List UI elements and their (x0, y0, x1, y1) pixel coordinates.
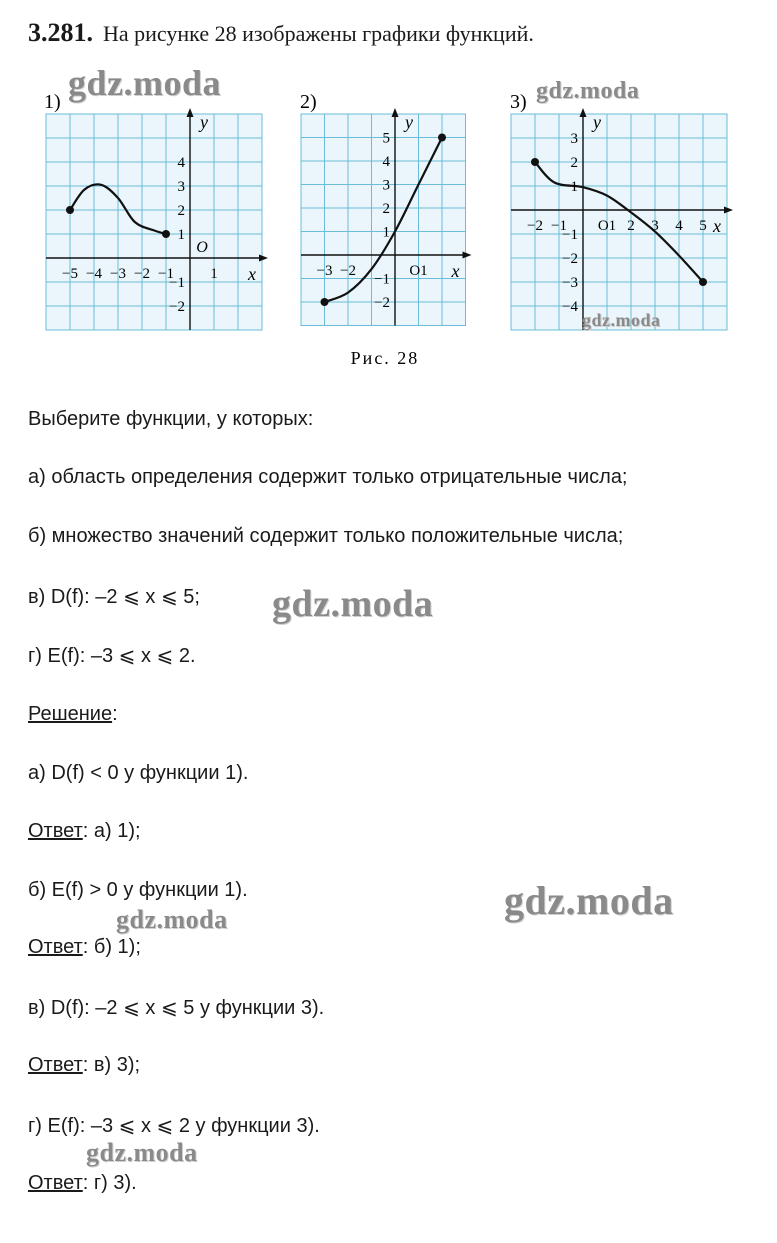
curve-endpoint (321, 298, 329, 306)
graph-2-y-tick: 2 (382, 201, 390, 217)
curve-endpoint (66, 206, 74, 214)
graph-3-y-tick: −3 (562, 275, 578, 291)
graph-3-x-tick: −1 (551, 218, 567, 234)
solution-b: б) E(f) > 0 у функции 1). (28, 879, 248, 901)
x-axis-arrow (259, 255, 268, 262)
watermark: gdz.moda (272, 583, 434, 625)
watermark: gdz.moda (116, 905, 228, 934)
graph-1-origin-label: O (196, 239, 208, 256)
graph-1-y-tick: 1 (177, 227, 185, 243)
graph-3-x-tick: 3 (651, 218, 659, 234)
graph-1-y-tick: 4 (177, 155, 185, 171)
graph-1-y-tick: −2 (169, 299, 185, 315)
x-axis-arrow (724, 207, 733, 214)
problem-number: 3.281. (28, 18, 93, 47)
graph-3-x-tick: −2 (527, 218, 543, 234)
graphs-svg (0, 78, 777, 378)
solution-heading-colon: : (112, 703, 118, 725)
graph-1-x-axis-label: x (248, 264, 256, 284)
curve-endpoint (531, 158, 539, 166)
answer-c-value: : в) 3); (82, 1054, 141, 1076)
graph-2-x-axis-label: x (451, 261, 460, 281)
curve-endpoint (438, 134, 446, 142)
graph-3-y-tick: −1 (562, 227, 578, 243)
answer-label: Ответ (28, 1054, 83, 1076)
answer-d-value: : г) 3). (82, 1172, 137, 1194)
graph-1-y-axis-label: y (200, 112, 208, 132)
graph-2-label: 2) (300, 91, 317, 113)
task-intro: Выберите функции, у которых: (28, 408, 314, 430)
solution-c: в) D(f): –2 ⩽ x ⩽ 5 у функции 3). (28, 997, 325, 1019)
watermark: gdz.moda (86, 1138, 198, 1167)
watermark: gdz.moda (68, 63, 222, 103)
graph-1-x-tick: −5 (62, 266, 78, 282)
graph-2-y-tick: 5 (382, 130, 390, 147)
task-d: г) E(f): –3 ⩽ x ⩽ 2. (28, 645, 196, 667)
graph-1-x-tick: −1 (158, 266, 174, 282)
solution-heading-word: Решение (28, 703, 113, 725)
graph-2-y-tick: −2 (374, 295, 390, 311)
graph-2-y-tick: 3 (382, 177, 390, 194)
graph-3-x-axis-label: x (713, 216, 721, 236)
graph-1-x-tick: −3 (110, 266, 126, 282)
task-b: б) множество значений содержит только положительные числа; (28, 525, 624, 547)
grid-background (46, 114, 262, 330)
answer-a (28, 820, 141, 843)
graph-3-y-axis-label: y (593, 112, 601, 132)
watermark: gdz.moda (536, 78, 640, 104)
graph-2-y-tick: 1 (382, 224, 390, 241)
figure-caption: Рис. 28 (350, 348, 420, 368)
solution-a: а) D(f) < 0 у функции 1). (28, 762, 249, 784)
graph-1-y-tick: 3 (177, 179, 185, 195)
graph-1-x-tick: −2 (134, 266, 150, 282)
figure-28 (0, 78, 777, 383)
y-axis-arrow (187, 108, 194, 117)
y-axis-arrow (580, 108, 587, 117)
graph-3 (510, 91, 733, 330)
graph-1-grid (46, 108, 268, 330)
problem-statement: На рисунке 28 изображены графики функций. (103, 21, 534, 46)
graph-3-label: 3) (510, 91, 527, 113)
answer-c (28, 1054, 140, 1077)
curve-endpoint (699, 278, 707, 286)
graph-2-y-tick: −1 (374, 271, 390, 288)
graph-3-x-tick: O1 (597, 218, 617, 234)
solution-d: г) E(f): –3 ⩽ x ⩽ 2 у функции 3). (28, 1115, 320, 1137)
graph-3-y-tick: −4 (562, 299, 578, 315)
watermark: gdz.moda (582, 310, 661, 330)
solution-heading (28, 703, 118, 726)
curve-endpoint (162, 230, 170, 238)
answer-label: Ответ (28, 936, 83, 958)
graph-2-x-tick: O1 (409, 263, 428, 279)
graph-3-x-tick: 2 (627, 218, 635, 234)
graph-2-y-tick: 4 (382, 154, 390, 170)
graph-2-y-axis-label: y (405, 112, 413, 132)
graph-1-x-tick: 1 (210, 266, 218, 282)
graph-3-y-tick: 2 (570, 155, 578, 171)
problem-header (28, 18, 534, 48)
answer-a-value: : а) 1); (82, 820, 141, 842)
grid-background (511, 114, 727, 330)
answer-label: Ответ (28, 1172, 83, 1194)
graph-3-y-tick: −2 (562, 251, 578, 267)
answer-label: Ответ (28, 820, 83, 842)
graph-2-x-tick: −2 (340, 263, 356, 279)
answer-b-value: : б) 1); (82, 936, 141, 958)
answer-b (28, 936, 141, 959)
y-axis-arrow (392, 108, 399, 117)
graph-1 (44, 91, 268, 330)
task-c: в) D(f): –2 ⩽ x ⩽ 5; (28, 586, 200, 608)
task-a: а) область определения содержит только отрицательные числа; (28, 466, 628, 488)
graph-2-x-tick: −3 (316, 263, 333, 279)
x-axis-arrow (463, 252, 472, 259)
graph-1-label: 1) (44, 91, 61, 113)
answer-d (28, 1172, 137, 1195)
graph-3-x-tick: 4 (675, 218, 683, 234)
graph-3-y-tick: 3 (570, 131, 578, 147)
graph-1-x-tick: −4 (86, 266, 102, 282)
graph-2 (300, 91, 472, 326)
graph-1-y-tick: 2 (177, 203, 185, 219)
graph-3-y-tick: 1 (570, 179, 578, 195)
watermark: gdz.moda (504, 878, 674, 923)
graph-1-y-tick: −1 (169, 275, 185, 291)
graph-3-x-tick: 5 (699, 218, 707, 234)
